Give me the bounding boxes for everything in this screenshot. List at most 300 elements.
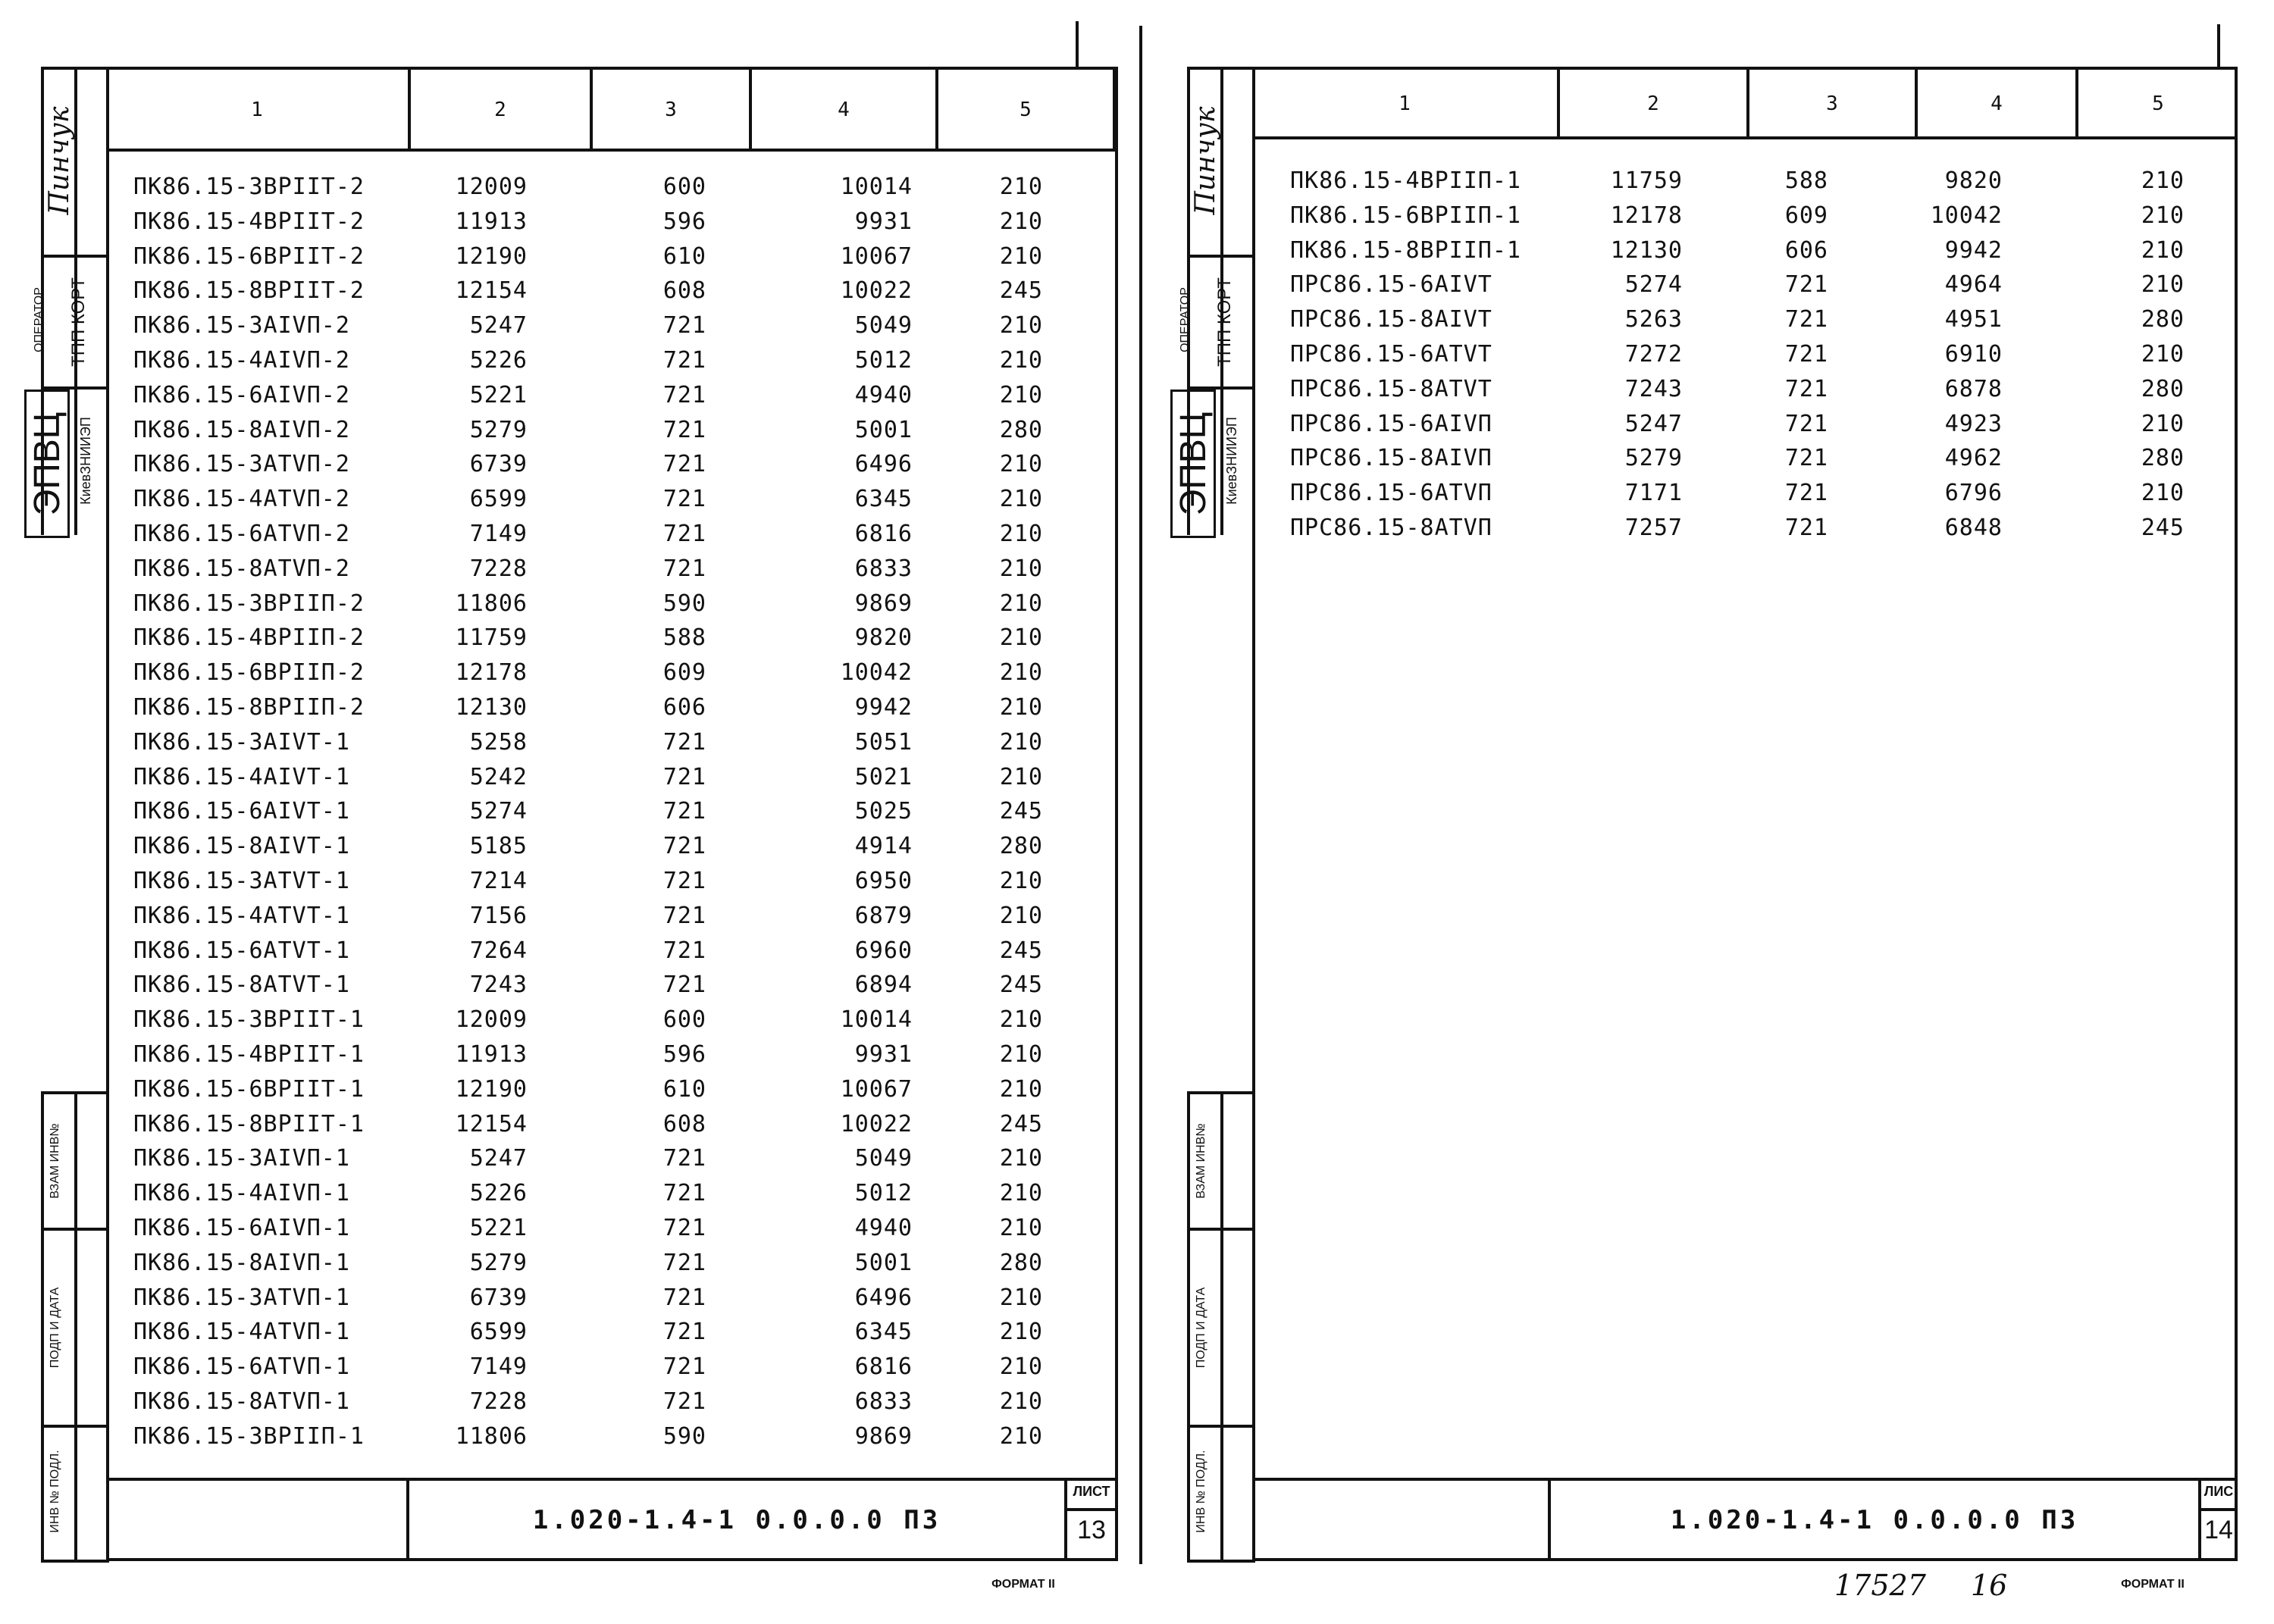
col5-cell: 210: [999, 1319, 1043, 1346]
table-row: [133, 690, 1104, 725]
col5-cell: 210: [999, 694, 1043, 721]
operator-label: ОПЕРАТОР: [33, 287, 45, 352]
col5-cell: 210: [2141, 236, 2185, 264]
col2-cell: 5279: [469, 416, 528, 443]
col4-cell: 9931: [854, 208, 913, 235]
table-row: [133, 239, 1104, 274]
col3-cell: 721: [662, 451, 706, 478]
vzam-label: ВЗАМ ИНВ№: [1195, 1123, 1207, 1199]
col2-cell: 7264: [469, 937, 528, 964]
col2-cell: 6739: [469, 1284, 528, 1311]
col2-cell: 7228: [469, 555, 528, 582]
table-row: [133, 378, 1104, 413]
col4-cell: 4940: [854, 1215, 913, 1241]
col5-cell: 280: [999, 416, 1043, 443]
table-row: [133, 447, 1104, 482]
document-code: 1.020-1.4-1 0.0.0.0 ПЗ: [1670, 1505, 2079, 1535]
col5-cell: 245: [2141, 515, 2185, 541]
handwritten-number: 17527: [1834, 1569, 1926, 1602]
col2-cell: 7257: [1624, 515, 1683, 541]
item-code-cell: ПК86.15-3ВРIIП-2: [133, 590, 365, 617]
item-code-cell: ПРС86.15-8АТVП: [1290, 515, 1493, 541]
col4-cell: 4914: [854, 833, 913, 860]
col2-cell: 5279: [1624, 445, 1683, 472]
col5-cell: 210: [999, 1006, 1043, 1034]
col2-cell: 12009: [455, 174, 528, 200]
podp-label: ПОДП И ДАТА: [49, 1287, 61, 1369]
col2-cell: 12130: [1610, 236, 1683, 264]
col4-cell: 5012: [854, 347, 913, 374]
item-code-cell: ПК86.15-6АТVП-2: [133, 521, 350, 547]
binding-tick: [1076, 21, 1079, 70]
col2-cell: 7243: [1624, 375, 1683, 402]
col3-cell: 608: [662, 1110, 706, 1137]
item-code-cell: ПК86.15-6АIVП-2: [133, 381, 350, 408]
col3-cell: 721: [1784, 515, 1828, 541]
col2-cell: 5242: [469, 763, 528, 790]
table-row: [133, 274, 1104, 308]
table-row: [133, 968, 1104, 1003]
col4-cell: 9869: [854, 590, 913, 617]
col3-cell: 721: [662, 1145, 706, 1172]
item-code-cell: ПК86.15-3АТVП-1: [133, 1284, 350, 1311]
col3-cell: 721: [1784, 445, 1828, 472]
col3-cell: 721: [662, 381, 706, 408]
col5-cell: 210: [999, 208, 1043, 235]
col5-cell: 245: [999, 972, 1043, 999]
col4-cell: 6833: [854, 555, 913, 582]
col4-cell: 10067: [840, 243, 913, 270]
table-row: [133, 1072, 1104, 1107]
item-code-cell: ПК86.15-8АТVП-1: [133, 1388, 350, 1415]
col3-cell: 721: [662, 347, 706, 374]
col4-cell: 9869: [854, 1422, 913, 1450]
item-code-cell: ПК86.15-3ВРIIТ-1: [133, 1006, 365, 1034]
col5-cell: 210: [999, 451, 1043, 478]
column-header-4: 4: [1991, 92, 2003, 115]
item-code-cell: ПК86.15-6ВРIIТ-2: [133, 243, 365, 270]
col2-cell: 12009: [455, 1006, 528, 1034]
col4-cell: 9820: [1944, 167, 2003, 194]
inv-label: ИНВ № ПОДЛ.: [1195, 1450, 1207, 1533]
col3-cell: 721: [662, 728, 706, 756]
dept-label: ТПП КОРТ: [68, 277, 89, 367]
col5-cell: 280: [2141, 306, 2185, 333]
col2-cell: 12190: [455, 243, 528, 270]
col4-cell: 10014: [840, 174, 913, 200]
item-code-cell: ПК86.15-6ВРIIТ-1: [133, 1075, 365, 1103]
col5-cell: 210: [999, 1388, 1043, 1415]
col3-cell: 721: [662, 1249, 706, 1276]
col5-cell: 280: [999, 1249, 1043, 1276]
col3-cell: 600: [662, 1006, 706, 1034]
col3-cell: 721: [1784, 306, 1828, 333]
col5-cell: 210: [999, 590, 1043, 617]
col4-cell: 10042: [840, 659, 913, 687]
col4-cell: 9931: [854, 1041, 913, 1068]
col2-cell: 7149: [469, 1353, 528, 1381]
item-code-cell: ПК86.15-3АТVТ-1: [133, 868, 350, 894]
col3-cell: 608: [662, 277, 706, 305]
col5-cell: 210: [999, 174, 1043, 200]
inv-label: ИНВ № ПОДЛ.: [49, 1450, 61, 1533]
col3-cell: 606: [1784, 236, 1828, 264]
table-row: [133, 517, 1104, 552]
item-code-cell: ПК86.15-8АТVТ-1: [133, 972, 350, 999]
operator-label: ОПЕРАТОР: [1179, 287, 1192, 352]
item-code-cell: ПК86.15-4АIVП-1: [133, 1180, 350, 1207]
col2-cell: 12154: [455, 277, 528, 305]
item-code-cell: ПК86.15-8ВРIIТ-1: [133, 1110, 365, 1137]
col3-cell: 721: [662, 868, 706, 894]
col2-cell: 7171: [1624, 480, 1683, 507]
col3-cell: 596: [662, 1041, 706, 1068]
col4-cell: 6833: [854, 1388, 913, 1415]
item-code-cell: ПК86.15-3АIVП-1: [133, 1145, 350, 1172]
col3-cell: 721: [662, 521, 706, 547]
col2-cell: 6599: [469, 1319, 528, 1346]
col4-cell: 6816: [854, 521, 913, 547]
col2-cell: 5247: [469, 1145, 528, 1172]
col2-cell: 5274: [469, 798, 528, 825]
item-code-cell: ПРС86.15-8АIVТ: [1290, 306, 1493, 333]
col4-cell: 5051: [854, 728, 913, 756]
col3-cell: 721: [1784, 375, 1828, 402]
col4-cell: 6960: [854, 937, 913, 964]
item-code-cell: ПК86.15-6АIVП-1: [133, 1215, 350, 1241]
col5-cell: 210: [999, 347, 1043, 374]
col5-cell: 210: [999, 1145, 1043, 1172]
table-row: [133, 482, 1104, 517]
col4-cell: 4923: [1944, 410, 2003, 437]
table-row: [133, 725, 1104, 760]
table-row: [133, 829, 1104, 864]
col5-cell: 210: [999, 555, 1043, 582]
col3-cell: 721: [662, 798, 706, 825]
col5-cell: 245: [999, 937, 1043, 964]
col2-cell: 11913: [455, 208, 528, 235]
table-row: [133, 1385, 1104, 1419]
table-row: [133, 413, 1104, 448]
item-code-cell: ПРС86.15-6АТVТ: [1290, 341, 1493, 368]
col3-cell: 721: [662, 1388, 706, 1415]
col5-cell: 210: [999, 1180, 1043, 1207]
col4-cell: 10042: [1930, 202, 2003, 229]
col5-cell: 210: [999, 624, 1043, 652]
col5-cell: 210: [2141, 271, 2185, 299]
col2-cell: 5185: [469, 833, 528, 860]
col5-cell: 245: [999, 1110, 1043, 1137]
col5-cell: 210: [2141, 410, 2185, 437]
col5-cell: 210: [999, 868, 1043, 894]
item-code-cell: ПК86.15-4АТVП-2: [133, 486, 350, 513]
item-code-cell: ПРС86.15-6АТVП: [1290, 480, 1493, 507]
table-row: [133, 1037, 1104, 1072]
col3-cell: 721: [1784, 341, 1828, 368]
table-row: [133, 794, 1104, 829]
col3-cell: 610: [662, 243, 706, 270]
col4-cell: 10022: [840, 1110, 913, 1137]
item-code-cell: ПК86.15-8АТVП-2: [133, 555, 350, 582]
item-code-cell: ПК86.15-6ВРIIП-1: [1290, 202, 1521, 229]
table-row: [133, 170, 1104, 205]
col4-cell: 5021: [854, 763, 913, 790]
col5-cell: 210: [999, 1422, 1043, 1450]
item-code-cell: ПК86.15-4ВРIIТ-2: [133, 208, 365, 235]
item-code-cell: ПК86.15-6АIVТ-1: [133, 798, 350, 825]
col2-cell: 7214: [469, 868, 528, 894]
col3-cell: 721: [662, 1215, 706, 1241]
col4-cell: 6878: [1944, 375, 2003, 402]
table-row: [133, 1107, 1104, 1142]
item-code-cell: ПК86.15-4ВРIIТ-1: [133, 1041, 365, 1068]
col2-cell: 7156: [469, 902, 528, 929]
col4-cell: 5001: [854, 416, 913, 443]
col2-cell: 7272: [1624, 341, 1683, 368]
sheet-edge-line: [1139, 26, 1142, 1564]
table-row: [133, 1281, 1104, 1316]
item-code-cell: ПК86.15-8ВРIIТ-2: [133, 277, 365, 305]
format-label: ФОРМАТ II: [991, 1578, 1055, 1591]
col3-cell: 721: [662, 416, 706, 443]
table-row: [1290, 337, 2230, 372]
column-header-2: 2: [494, 99, 506, 121]
sheet-label: ЛИС: [2204, 1484, 2234, 1499]
sheet-label: ЛИСТ: [1073, 1484, 1110, 1499]
col2-cell: 11913: [455, 1041, 528, 1068]
col4-cell: 6496: [854, 451, 913, 478]
col4-cell: 10014: [840, 1006, 913, 1034]
col2-cell: 7149: [469, 521, 528, 547]
col3-cell: 721: [662, 555, 706, 582]
col3-cell: 721: [662, 1284, 706, 1311]
table-row: [133, 205, 1104, 239]
col3-cell: 721: [662, 312, 706, 340]
col3-cell: 721: [1784, 410, 1828, 437]
item-code-cell: ПК86.15-8ВРIIП-2: [133, 694, 365, 721]
col4-cell: 9942: [854, 694, 913, 721]
col3-cell: 609: [662, 659, 706, 687]
table-row: [133, 899, 1104, 934]
col5-cell: 210: [999, 381, 1043, 408]
handwritten-page: 16: [1971, 1569, 2008, 1602]
col4-cell: 6848: [1944, 515, 2003, 541]
item-code-cell: ПК86.15-4АТVП-1: [133, 1319, 350, 1346]
table-row: [133, 1246, 1104, 1281]
col4-cell: 5012: [854, 1180, 913, 1207]
col5-cell: 210: [999, 659, 1043, 687]
col3-cell: 721: [662, 937, 706, 964]
org-stamp: ЭПВЦ: [24, 390, 70, 538]
col3-cell: 721: [662, 833, 706, 860]
col5-cell: 210: [999, 1041, 1043, 1068]
format-label: ФОРМАТ II: [2121, 1578, 2185, 1591]
table-row: [1290, 407, 2230, 442]
dept-label: ТПП КОРТ: [1214, 277, 1235, 367]
col2-cell: 12178: [1610, 202, 1683, 229]
col3-cell: 721: [1784, 480, 1828, 507]
col3-cell: 721: [662, 486, 706, 513]
column-header-4: 4: [838, 99, 850, 121]
item-code-cell: ПК86.15-4АIVП-2: [133, 347, 350, 374]
table-row: [133, 1419, 1104, 1454]
table-row: [133, 1211, 1104, 1246]
col4-cell: 4951: [1944, 306, 2003, 333]
col3-cell: 590: [662, 1422, 706, 1450]
col5-cell: 210: [2141, 167, 2185, 194]
col2-cell: 5221: [469, 381, 528, 408]
binding-tick: [2217, 24, 2220, 67]
item-code-cell: ПК86.15-4АIVТ-1: [133, 763, 350, 790]
col5-cell: 210: [999, 486, 1043, 513]
col3-cell: 600: [662, 174, 706, 200]
column-header-2: 2: [1647, 92, 1659, 115]
col3-cell: 721: [662, 1180, 706, 1207]
col2-cell: 11806: [455, 590, 528, 617]
table-row: [1290, 372, 2230, 407]
col4-cell: 6894: [854, 972, 913, 999]
col4-cell: 4940: [854, 381, 913, 408]
col4-cell: 6950: [854, 868, 913, 894]
col2-cell: 11806: [455, 1422, 528, 1450]
table-row: [133, 587, 1104, 621]
column-header-1: 1: [1399, 92, 1411, 115]
col5-cell: 210: [2141, 202, 2185, 229]
col4-cell: 6345: [854, 486, 913, 513]
col2-cell: 5247: [1624, 410, 1683, 437]
col5-cell: 210: [999, 243, 1043, 270]
col5-cell: 210: [2141, 480, 2185, 507]
col2-cell: 12178: [455, 659, 528, 687]
table-row: [133, 308, 1104, 343]
col4-cell: 6816: [854, 1353, 913, 1381]
col5-cell: 210: [999, 1215, 1043, 1241]
item-code-cell: ПК86.15-8АIVП-2: [133, 416, 350, 443]
col3-cell: 588: [662, 624, 706, 652]
table-row: [133, 1176, 1104, 1211]
sheet-number: 14: [2204, 1516, 2233, 1544]
col2-cell: 5263: [1624, 306, 1683, 333]
document-code: 1.020-1.4-1 0.0.0.0 ПЗ: [532, 1505, 941, 1535]
item-code-cell: ПК86.15-6АТVП-1: [133, 1353, 350, 1381]
table-row: [133, 864, 1104, 899]
table-row: [133, 1315, 1104, 1350]
table-row: [133, 934, 1104, 968]
table-row: [1290, 302, 2230, 337]
column-header-1: 1: [251, 99, 263, 121]
table-row: [133, 1350, 1104, 1385]
col5-cell: 210: [999, 1284, 1043, 1311]
col2-cell: 5274: [1624, 271, 1683, 299]
col4-cell: 9942: [1944, 236, 2003, 264]
col5-cell: 280: [2141, 375, 2185, 402]
col3-cell: 721: [662, 763, 706, 790]
item-code-cell: ПК86.15-3АIVП-2: [133, 312, 350, 340]
col3-cell: 721: [662, 902, 706, 929]
item-code-cell: ПК86.15-6АТVТ-1: [133, 937, 350, 964]
table-row: [133, 343, 1104, 378]
item-code-cell: ПК86.15-8ВРIIП-1: [1290, 236, 1521, 264]
col3-cell: 606: [662, 694, 706, 721]
item-code-cell: ПК86.15-3АТVП-2: [133, 451, 350, 478]
col5-cell: 280: [2141, 445, 2185, 472]
col5-cell: 280: [999, 833, 1043, 860]
col4-cell: 5049: [854, 312, 913, 340]
col4-cell: 6879: [854, 902, 913, 929]
item-code-cell: ПК86.15-3ВРIIП-1: [133, 1422, 365, 1450]
col2-cell: 6739: [469, 451, 528, 478]
item-code-cell: ПК86.15-4ВРIIП-2: [133, 624, 365, 652]
table-row: [1290, 476, 2230, 511]
col4-cell: 6796: [1944, 480, 2003, 507]
col2-cell: 11759: [455, 624, 528, 652]
col3-cell: 610: [662, 1075, 706, 1103]
col4-cell: 5025: [854, 798, 913, 825]
col2-cell: 5279: [469, 1249, 528, 1276]
col3-cell: 590: [662, 590, 706, 617]
table-row: [133, 760, 1104, 795]
col4-cell: 6910: [1944, 341, 2003, 368]
item-code-cell: ПРС86.15-6АIVТ: [1290, 271, 1493, 299]
table-row: [133, 1141, 1104, 1176]
col2-cell: 7243: [469, 972, 528, 999]
table-row: [1290, 199, 2230, 233]
column-header-5: 5: [2152, 92, 2164, 115]
signature-name: Пинчук: [44, 106, 75, 215]
col5-cell: 210: [999, 902, 1043, 929]
column-header-3: 3: [665, 99, 677, 121]
sheet-number: 13: [1077, 1516, 1106, 1544]
org-stamp: ЭПВЦ: [1170, 390, 1216, 538]
col5-cell: 210: [999, 312, 1043, 340]
vzam-label: ВЗАМ ИНВ№: [49, 1123, 61, 1199]
col2-cell: 5258: [469, 728, 528, 756]
col3-cell: 721: [662, 1319, 706, 1346]
column-header-3: 3: [1826, 92, 1838, 115]
column-header-5: 5: [1020, 99, 1032, 121]
item-code-cell: ПРС86.15-8АТVТ: [1290, 375, 1493, 402]
podp-label: ПОДП И ДАТА: [1195, 1287, 1207, 1369]
item-code-cell: ПК86.15-3ВРIIТ-2: [133, 174, 365, 200]
col4-cell: 5049: [854, 1145, 913, 1172]
col2-cell: 11759: [1610, 167, 1683, 194]
col4-cell: 6496: [854, 1284, 913, 1311]
org-sub-label: КиевЗНИИЭП: [78, 417, 93, 505]
item-code-cell: ПК86.15-8АIVП-1: [133, 1249, 350, 1276]
col2-cell: 5221: [469, 1215, 528, 1241]
col5-cell: 210: [999, 1353, 1043, 1381]
col3-cell: 588: [1784, 167, 1828, 194]
col2-cell: 12154: [455, 1110, 528, 1137]
signature-name: Пинчук: [1190, 106, 1221, 215]
table-row: [1290, 164, 2230, 199]
col3-cell: 609: [1784, 202, 1828, 229]
item-code-cell: ПК86.15-8АIVТ-1: [133, 833, 350, 860]
item-code-cell: ПРС86.15-8АIVП: [1290, 445, 1493, 472]
col5-cell: 210: [2141, 341, 2185, 368]
col5-cell: 245: [999, 277, 1043, 305]
col4-cell: 4962: [1944, 445, 2003, 472]
col4-cell: 6345: [854, 1319, 913, 1346]
col3-cell: 596: [662, 208, 706, 235]
item-code-cell: ПРС86.15-6АIVП: [1290, 410, 1493, 437]
table-row: [1290, 511, 2230, 546]
col5-cell: 245: [999, 798, 1043, 825]
col5-cell: 210: [999, 763, 1043, 790]
col4-cell: 4964: [1944, 271, 2003, 299]
col2-cell: 5226: [469, 347, 528, 374]
col3-cell: 721: [1784, 271, 1828, 299]
